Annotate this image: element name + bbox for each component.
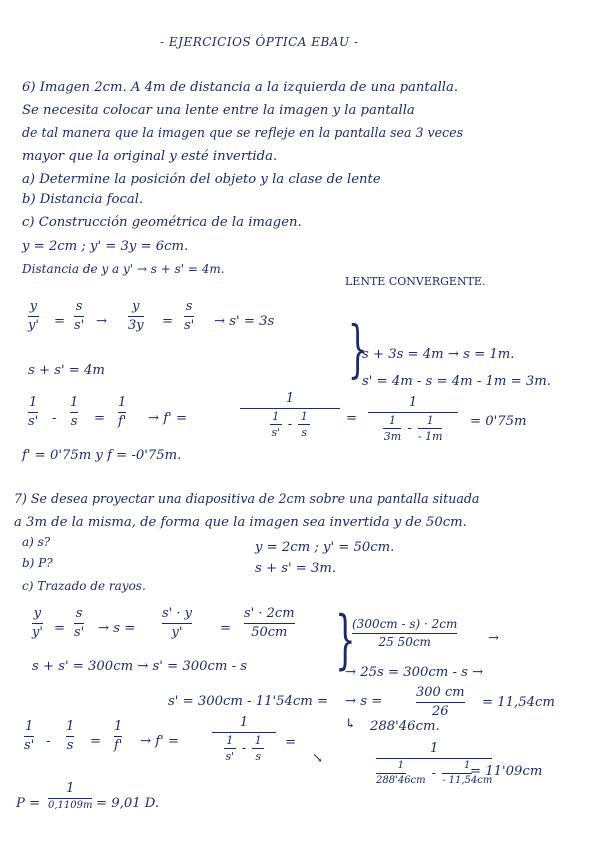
ex6-frac-1-sp (28, 396, 38, 428)
ex7-minus-1: - (46, 734, 51, 749)
ex6-frac-1-fp (118, 396, 126, 428)
frac-num: y (132, 299, 140, 314)
ex6-frac-1-s (70, 396, 78, 428)
frac-num: 1 (118, 395, 127, 410)
frac-num: y (33, 606, 42, 621)
ex6-frac-y-3y (128, 300, 144, 332)
frac-num: 1 (70, 395, 79, 410)
ex7-eq-sign-3: = (90, 734, 102, 749)
ex7-statement-line-1: 7) Se desea proyectar una diapositiva de 2cm sobre una pantalla situada (14, 491, 480, 506)
frac-den: - 11,54cm (442, 775, 493, 787)
ex6-question-a: a) Determine la posición del objeto y la clase de lente (22, 172, 381, 187)
ex7-right-arrow-1: → (488, 631, 500, 646)
ex7-question-b: b) P? (22, 556, 53, 570)
ex7-frac-1-sp (24, 720, 34, 752)
ex6-data-line: y = 2cm ; y' = 3y = 6cm. (22, 239, 189, 254)
ex7-sp-arrow: ↳ (345, 717, 357, 732)
ex7-sp-line: s' = 300cm - 11'54cm = (168, 694, 329, 709)
frac-den: s' (28, 413, 39, 429)
ex7-statement-line-2: a 3m de la misma, de forma que la imagen sea invertida y de 50cm. (14, 515, 467, 530)
page-title: - EJERCICIOS ÓPTICA EBAU - (160, 35, 359, 49)
frac-den: 1 s' - 1 s (270, 411, 310, 439)
frac-den: y' (28, 317, 39, 333)
frac-den: s' (74, 317, 85, 333)
frac-num: y (29, 299, 38, 314)
ex6-statement-line-3: de tal manera que la imagen que se refleje en la pantalla sea 3 veces (22, 125, 464, 140)
ex7-connector-arrow: ↘ (312, 751, 324, 766)
ex6-sum-eq: s + s' = 4m (28, 363, 105, 378)
frac-den: 3m (383, 430, 402, 444)
ex6-frac-s-sp-2 (184, 300, 194, 332)
frac-num: 1 (272, 409, 280, 423)
ex7-power-label: P = (16, 796, 41, 811)
ex7-frac-sp-y (162, 607, 192, 639)
frac-num: 1 (24, 719, 34, 734)
ex6-lens-type: LENTE CONVERGENTE. (345, 275, 486, 288)
ex6-minus-1: - (52, 411, 57, 426)
ex7-eq-sign-2: = (220, 621, 232, 636)
frac-num: 1 (239, 715, 249, 730)
ex7-power-frac (48, 782, 92, 811)
ex6-fp-big-frac (240, 392, 340, 439)
frac-den: 50cm (251, 624, 288, 640)
frac-den: s' (225, 750, 235, 764)
frac-den: f' (118, 413, 127, 429)
ex6-ratio-result: → s' = 3s (214, 314, 275, 329)
ex7-lens-result: = 11'09cm (470, 764, 543, 779)
frac-den: 0,1109m (48, 799, 93, 811)
ex6-statement-line-4: mayor que la original y esté invertida. (22, 149, 278, 164)
frac-num: 1 (300, 409, 308, 423)
ex6-system-brace: } (347, 312, 368, 385)
frac-num: s (75, 606, 83, 621)
frac-den: y' (171, 624, 183, 640)
frac-den: 26 (432, 703, 449, 719)
frac-den: 1 288'46cm - 1 - 11,54cm (376, 759, 493, 787)
frac-den: s' (24, 737, 35, 753)
ex7-eq-sign-1: = (54, 621, 66, 636)
frac-num: 1 (28, 395, 38, 410)
ex7-frac-1-s (66, 720, 74, 752)
ex6-frac-y-yp (28, 300, 39, 332)
ex6-statement-line-2: Se necesita colocar una lente entre la imagen y la pantalla (22, 103, 415, 118)
frac-num: 1 (254, 733, 262, 747)
ex7-frac-y-yp (32, 607, 43, 639)
frac-num: s (185, 299, 193, 314)
ex7-frac-sp-2cm (244, 607, 295, 639)
ex7-step2-result: = 11,54cm (482, 695, 555, 710)
ex6-system-line-1: s + 3s = 4m → s = 1m. (362, 347, 515, 362)
frac-num: 1 (66, 719, 75, 734)
frac-num: s' · y (162, 606, 192, 621)
frac-den: s' (184, 317, 195, 333)
ex6-eq-sign-1: = (54, 314, 66, 329)
ex7-question-c: c) Trazado de rayos. (22, 579, 146, 593)
ex7-sum-line: s + s' = 300cm → s' = 300cm - s (32, 659, 248, 674)
frac-num: 1 (285, 391, 295, 406)
frac-num: 1 (114, 719, 123, 734)
ex7-eq-sign-4: = (285, 735, 297, 750)
frac-den: - 1m (417, 430, 443, 444)
frac-num: 1 (388, 413, 396, 427)
ex6-question-b: b) Distancia focal. (22, 192, 144, 207)
ex6-frac-s-sp (74, 300, 84, 332)
frac-den: 25 50cm (378, 634, 431, 649)
ex6-fp-arrow: → f' = (148, 411, 187, 426)
ex6-focal-result: f' = 0'75m y f = -0'75m. (22, 448, 182, 463)
frac-den: s (301, 426, 308, 440)
ex7-data-line-2: s + s' = 3m. (255, 561, 337, 576)
frac-den: 1 3m - 1 - 1m (383, 413, 443, 444)
frac-den: s (70, 413, 78, 429)
frac-den: f' (114, 737, 123, 753)
ex7-system-brace: } (335, 603, 356, 677)
ex7-right-frac (352, 618, 457, 648)
ex7-ratio-arrow: → s = (98, 621, 136, 636)
ex6-arrow-1: → (96, 314, 108, 329)
ex7-question-a: a) s? (22, 535, 51, 549)
frac-num: (300cm - s) · 2cm (352, 617, 458, 631)
ex7-step1: → 25s = 300cm - s → (345, 665, 484, 680)
frac-num: 1 (226, 733, 234, 747)
frac-den: 288'46cm (376, 775, 426, 787)
ex7-step2-label: → s = (345, 694, 383, 709)
frac-num: s' · 2cm (244, 606, 295, 621)
ex7-fp-arrow: → f' = (140, 734, 179, 749)
ex6-statement-line-1: 6) Imagen 2cm. A 4m de distancia a la izquierda de una pantalla. (22, 80, 459, 95)
ex7-step2-frac (416, 686, 465, 718)
ex6-eq-sign-4: = (346, 411, 358, 426)
frac-num: 1 (66, 781, 75, 796)
frac-num: 1 (397, 759, 405, 771)
ex7-power-result: = 9,01 D. (96, 796, 160, 811)
frac-num: s (75, 299, 83, 314)
frac-num: 300 cm (416, 685, 465, 700)
ex6-eq-sign-3: = (94, 411, 106, 426)
frac-den: s' (74, 624, 85, 640)
ex6-distance-line: Distancia de y a y' → s + s' = 4m. (22, 262, 225, 276)
frac-den: s' (271, 426, 281, 440)
ex7-data-line-1: y = 2cm ; y' = 50cm. (255, 540, 395, 555)
ex7-frac-1-fp (114, 720, 122, 752)
ex7-fp-big-frac (212, 716, 276, 763)
ex6-fp-num-frac (368, 396, 458, 443)
ex6-question-c: c) Construcción geométrica de la imagen. (22, 215, 302, 230)
frac-den: 3y (128, 317, 144, 333)
ex6-system-line-2: s' = 4m - s = 4m - 1m = 3m. (362, 374, 551, 389)
frac-num: 1 (426, 413, 434, 427)
ex7-sp-result: 288'46cm. (370, 719, 440, 734)
frac-num: 1 (430, 741, 439, 756)
frac-den: 1 s' - 1 s (224, 735, 264, 763)
frac-den: y' (32, 624, 43, 640)
frac-num: 1 (408, 395, 418, 410)
frac-den: s (255, 750, 262, 764)
ex6-eq-sign-2: = (162, 314, 174, 329)
frac-num: 1 (464, 759, 471, 771)
ex6-lens-result: = 0'75m (470, 414, 527, 429)
frac-den: s (66, 737, 74, 753)
ex7-frac-s-sp (74, 607, 84, 639)
